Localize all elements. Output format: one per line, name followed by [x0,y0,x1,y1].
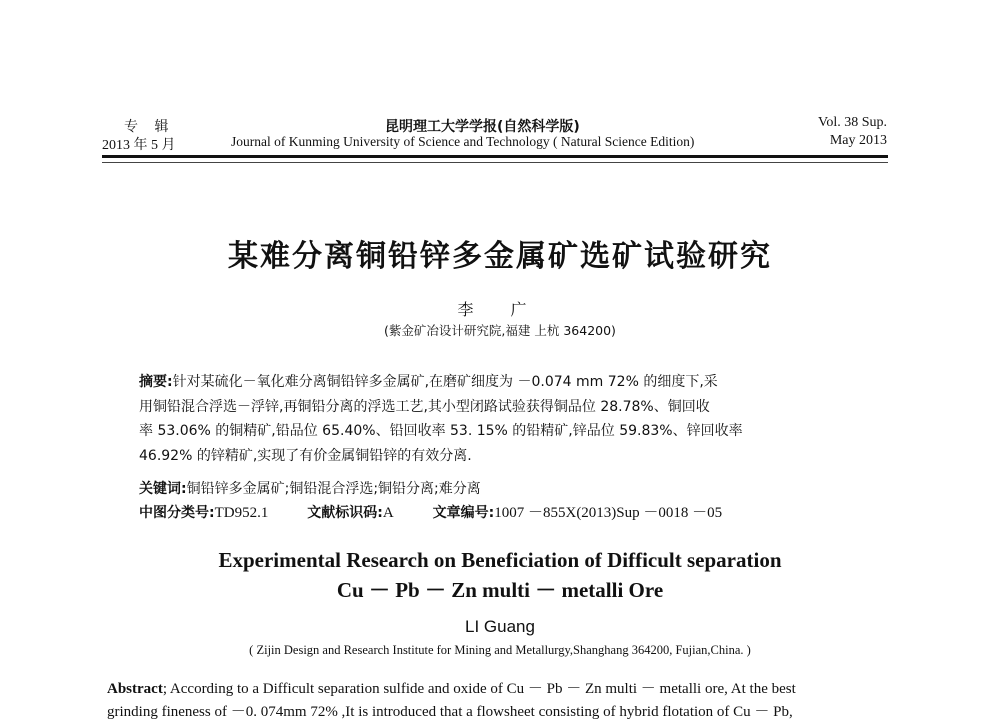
article-no-value: 1007 －855X(2013)Sup －0018 －05 [494,505,723,521]
clc-label: 中图分类号: [139,505,215,521]
keywords-value: 铜铅锌多金属矿;铜铅混合浮选;铜铅分离;难分离 [186,481,481,497]
author-en: LI Guang [465,617,535,636]
header-special-issue: 专 辑 [124,119,175,135]
classification-line [139,501,722,522]
abstract-en-line-2: grinding fineness of －0. 074mm 72% ,It is introduced that a flowsheet consisting of hybrid flotation of Cu － Pb, [107,704,793,720]
header-issue-date-cn: 2013 年 5 月 [102,138,176,153]
keywords-label: 关键词: [139,481,187,497]
abstract-cn [139,370,869,468]
affiliation-cn: (紫金矿冶设计研究院,福建 上杭 364200) [384,323,616,338]
abstract-cn-label: 摘要: [139,374,173,390]
abstract-cn-line-2: 用铜铅混合浮选－浮锌,再铜铅分离的浮选工艺,其小型闭路试验获得铜品位 28.78%、铜回收 [139,398,710,415]
abstract-en-line-1: Abstract; According to a Difficult separation sulfide and oxide of Cu － Pb － Zn multi － metalli ore, At the best [107,681,796,697]
header-journal-name-cn: 昆明理工大学学报(自然科学版) [385,119,580,135]
article-no-label: 文章编号: [432,505,495,521]
keywords-cn [139,478,481,498]
author-cn: 李 广 [457,300,543,319]
header-rule-thick [102,155,888,158]
paper-title-en-line-2: Cu － Pb － Zn multi － metalli Ore [336,578,664,602]
abstract-en-label: Abstract [107,681,163,697]
doc-code-value: A [382,505,394,521]
affiliation-en: ( Zijin Design and Research Institute for Mining and Metallurgy,Shanghang 364200, Fujian,China. ) [249,643,751,657]
paper-title-en [0,545,1000,605]
clc-value: TD952.1 [214,505,269,521]
header-volume: Vol. 38 Sup. [818,115,887,130]
abstract-cn-line-4: 46.92% 的锌精矿,实现了有价金属铜铅锌的有效分离. [139,447,472,464]
paper-title-cn: 某难分离铜铅锌多金属矿选矿试验研究 [228,239,772,274]
abstract-cn-line-3: 率 53.06% 的铜精矿,铅品位 65.40%、铅回收率 53. 15% 的铅精矿,锌品位 59.83%、锌回收率 [139,423,743,439]
abstract-cn-line-1: 摘要:针对某硫化－氧化难分离铜铅锌多金属矿,在磨矿细度为 －0.074 mm 72% 的细度下,采 [139,374,718,390]
doc-code-label: 文献标识码: [307,505,383,521]
header-date-en: May 2013 [829,133,887,148]
header-rule-thin [102,162,888,163]
paper-title-en-line-1: Experimental Research on Beneficiation of Difficult separation [218,548,782,572]
abstract-en [107,678,897,724]
header-journal-name-en: Journal of Kunming University of Science and Technology ( Natural Science Edition) [231,134,695,149]
